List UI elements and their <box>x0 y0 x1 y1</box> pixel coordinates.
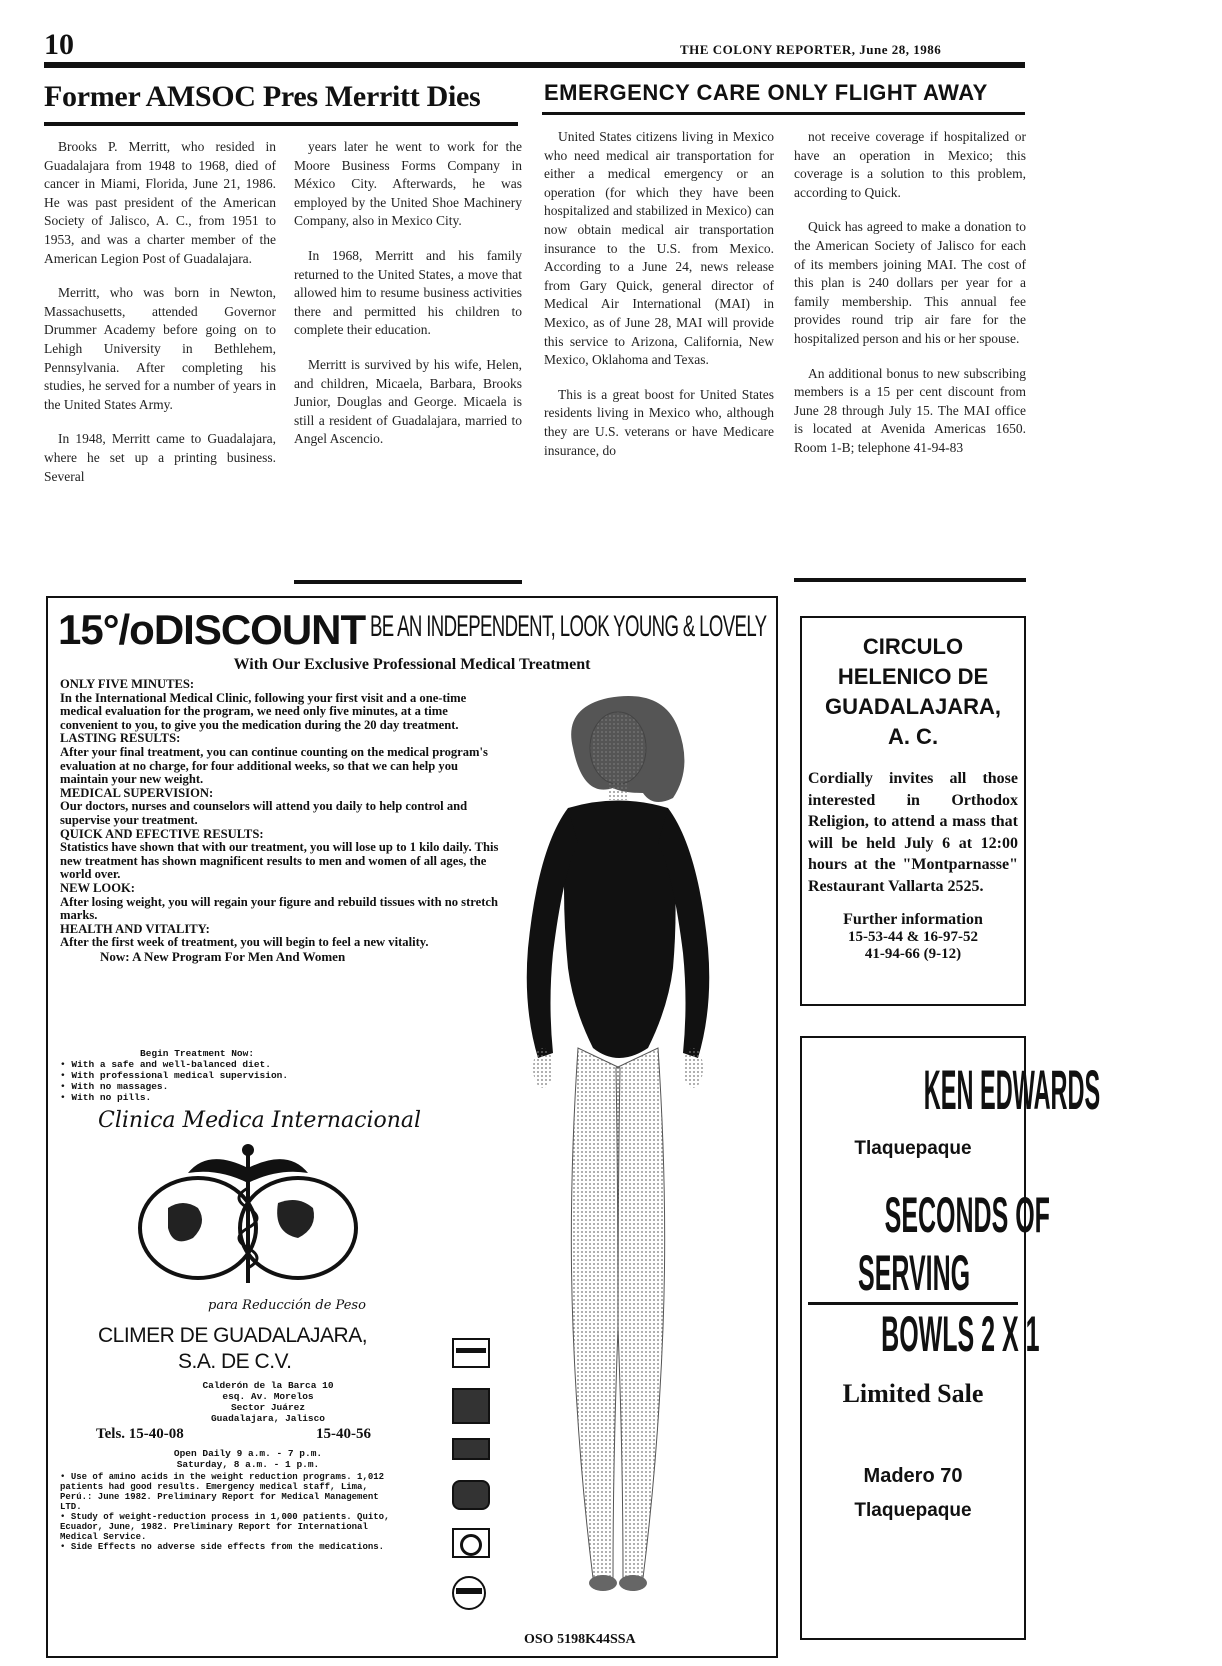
section-text: After losing weight, you will regain your figure and rebuild tissues with no stretch marks. <box>60 894 499 923</box>
footnote-text: Use of amino acids in the weight reduction programs. 1,012 patients had good results. Emergency medical staff, Lima, Perú.: June 1982. Preliminary Report for Medical Management LTD. <box>60 1472 385 1512</box>
hours-line: Open Daily 9 a.m. - 7 p.m. <box>173 1448 323 1459</box>
section-text: Statistics have shown that with our treatment, you will lose up to 1 kilo daily. This new treatment has shown magnificent results to men and women of all ages, the world over. <box>60 840 499 882</box>
section-heading: MEDICAL SUPERVISION: <box>60 785 214 800</box>
clinic-logo <box>138 1138 358 1288</box>
end-rule-right <box>794 578 1026 582</box>
bowls-line <box>802 1305 1040 1363</box>
discount-subtitle: With Our Exclusive Professional Medical Treatment <box>233 656 591 673</box>
phone-row <box>96 1426 396 1443</box>
section-heading: HEALTH AND VITALITY: <box>60 921 210 936</box>
footnote-text: Side Effects no adverse side effects from the medications. <box>70 1542 385 1552</box>
tagline-script: para Reducción de Peso <box>208 1298 366 1313</box>
company-address <box>198 1380 338 1424</box>
phone-2: 15-40-56 <box>316 1426 371 1442</box>
headline-emergency: EMERGENCY CARE ONLY FLIGHT AWAY <box>544 80 988 105</box>
article-emergency-col1 <box>544 128 774 476</box>
paragraph: This is a great boost for United States residents living in Mexico who, although they are U.S. veterans or have Medicare insurance, do <box>544 386 774 458</box>
ken-name-text: KEN EDWARDS <box>923 1058 1101 1121</box>
running-head: THE COLONY REPORTER, June 28, 1986 <box>680 42 942 57</box>
headline-rule-right <box>542 112 1025 115</box>
serving-text: SERVING <box>858 1245 971 1301</box>
circulo-phone: 41-94-66 (9-12) <box>864 946 962 962</box>
footnote-text: Study of weight-reduction process in 1,000 patients. Quito, Ecuador, June, 1982. Preliminary Report for International Medical Service. <box>60 1512 390 1542</box>
company-name-2: S.A. DE C.V. <box>178 1350 292 1373</box>
title-line: GUADALAJARA, <box>825 694 1001 719</box>
begin-treatment <box>60 1048 360 1103</box>
bullet-text: With no massages. <box>71 1081 169 1092</box>
paragraph: In 1948, Merritt came to Guadalajara, where he set up a printing business. Several <box>44 431 276 484</box>
section-heading: NEW LOOK: <box>60 880 135 895</box>
seconds-line <box>802 1186 1050 1244</box>
bullet-item: • With professional medical supervision. <box>60 1070 289 1081</box>
section-text: After your final treatment, you can continue counting on the medical program's evaluation at no charge, for four additional weeks, so that we can help you maintain your new weight. <box>60 744 488 787</box>
discount-body <box>60 678 500 963</box>
circulo-phone: 15-53-44 & 16-97-52 <box>848 929 978 945</box>
headline-merritt: Former AMSOC Pres Merritt Dies <box>44 80 481 113</box>
address-line: Calderón de la Barca 10 <box>202 1380 334 1391</box>
program-line: Now: A New Program For Men And Women <box>100 948 346 964</box>
ken-address: Madero 70 <box>863 1465 963 1487</box>
discount-ad <box>46 596 778 1658</box>
address-line: Sector Juárez <box>230 1402 306 1413</box>
paragraph: An additional bonus to new subscribing members is a 15 per cent discount from June 28 through July 15. The MAI office is located at Avenida Americas 1650. Room 1-B; telephone 41-94-83 <box>794 365 1026 455</box>
tels-label: Tels. <box>96 1426 126 1442</box>
footnote: • Study of weight-reduction process in 1,000 patients. Quito, Ecuador, June, 1982. Preliminary Report for International Medical Service. <box>60 1512 390 1542</box>
paragraph: Merritt, who was born in Newton, Massachusetts, attended Governor Drummer Academy before going on to Lehigh University in Bethlehem, Pennsylvania. After completing his studies, he served for a number of years in the United States Army. <box>44 285 276 412</box>
paragraph: Brooks P. Merritt, who resided in Guadalajara from 1948 to 1968, died of cancer in Miami, Florida, June 21, 1986. He was past president of the American Society of Jalisco, A. C., from 1951 to 1953, and was a charter member of the American Legion Post of Guadalajara. <box>44 139 276 266</box>
phone-1: 15-40-08 <box>128 1426 184 1442</box>
article-merritt-col2 <box>294 138 522 465</box>
section-heading: QUICK AND EFECTIVE RESULTS: <box>60 826 264 841</box>
bullet-text: With a safe and well-balanced diet. <box>71 1059 271 1070</box>
section-heading: ONLY FIVE MINUTES: <box>60 677 195 691</box>
discount-title: 15°/oDISCOUNT <box>58 606 366 653</box>
article-merritt-col1 <box>44 138 276 502</box>
section-text: Our doctors, nurses and counselors will attend you daily to help control and supervise your treatment. <box>60 799 468 827</box>
section-text: In the International Medical Clinic, following your first visit and a one-time medical evaluation for the program, we need only five minutes, at a time convenient to you, to give you the medication during the 20 day treatment. <box>60 690 467 732</box>
title-line: A. C. <box>887 724 939 749</box>
woman-photo <box>468 658 768 1648</box>
bullet-text: With professional medical supervision. <box>71 1070 289 1081</box>
bowls-text: BOWLS 2 X 1 <box>881 1306 1040 1362</box>
paragraph: Merritt is survived by his wife, Helen, and children, Micaela, Barbara, Brooks Junior, Douglas and George. Micaela is still a resident of Guadalajara, married to Angel Ascencio. <box>294 356 522 447</box>
ken-name <box>802 1058 1101 1121</box>
circulo-body: Cordially invites all those interested in Orthodox Religion, to attend a mass that will be held July 6 at 12:00 hours at the "Montparnasse" Restaurant Vallarta 2525. <box>808 770 1018 895</box>
ad-code: OSO 5198K44SSA <box>524 1632 636 1647</box>
circulo-further: Further information <box>843 911 983 928</box>
address-line: Guadalajara, Jalisco <box>210 1413 326 1424</box>
paragraph: not receive coverage if hospitalized or have an operation in Mexico; this coverage is a solution to this problem, according to Quick. <box>794 129 1026 200</box>
ken-city: Tlaquepaque <box>854 1500 972 1521</box>
begin-line: Begin Treatment Now: <box>140 1048 255 1059</box>
section-text: After the first week of treatment, you will begin to feel a new vitality. <box>60 935 429 950</box>
limited-sale: Limited Sale <box>842 1379 984 1408</box>
headline-rule-left <box>44 122 518 126</box>
paragraph: United States citizens living in Mexico who need medical air transportation for either a medical emergency or an operation (for which they have been hospitalized and stabilized in Mexico) can now obtain medical air transportation insurance to the U.S. from Mexico. According to a June 24, news release from Gary Quick, general director of Medical Air International (MAI) in Mexico, as of June 28, MAI will provide this service to Arizona, California, New Mexico, Oklahoma and Texas. <box>544 129 774 368</box>
ken-edwards-ad <box>800 1036 1101 1640</box>
article-emergency-col2 <box>794 128 1026 474</box>
address-line: esq. Av. Morelos <box>222 1391 314 1402</box>
discount-slogan: BE AN INDEPENDENT, LOOK YOUNG & LOVELY <box>370 610 767 643</box>
top-rule <box>44 62 1025 68</box>
section-heading: LASTING RESULTS: <box>60 731 181 746</box>
circulo-title <box>802 632 1024 752</box>
circulo-ad <box>800 616 1026 1006</box>
end-rule-left <box>294 580 522 584</box>
bullet-item: • With no massages. <box>60 1081 169 1092</box>
footnote: • Use of amino acids in the weight reduction programs. 1,012 patients had good results. Emergency medical staff, Lima, Perú.: June 1982. Preliminary Report for Medical Management LTD. <box>60 1472 385 1512</box>
clinic-script: Clinica Medica Internacional <box>98 1108 422 1133</box>
bullet-item: • With a safe and well-balanced diet. <box>60 1059 271 1070</box>
footnotes <box>60 1472 400 1552</box>
title-line: HELENICO DE <box>837 664 989 689</box>
opening-hours <box>148 1448 348 1470</box>
company-name: CLIMER DE GUADALAJARA, <box>98 1324 368 1347</box>
page-number: 10 <box>44 28 74 61</box>
paragraph: years later he went to work for the Moore Business Forms Company in México City. Afterwards, he was employed by the United Shoe Machinery Company, also in Mexico City. <box>294 139 522 229</box>
bullet-item: • With no pills. <box>60 1092 152 1103</box>
footnote: • Side Effects no adverse side effects from the medications. <box>60 1542 385 1552</box>
paragraph: Quick has agreed to make a donation to the American Society of Jalisco for each of its members joining MAI. The cost of this plan is 240 dollars per year for a family membership. This annual fee provides round trip air fare for the hospitalized person and his or her spouse. <box>794 219 1026 346</box>
title-line: CIRCULO <box>862 634 964 659</box>
hours-line: Saturday, 8 a.m. - 1 p.m. <box>176 1459 320 1470</box>
paragraph: In 1968, Merritt and his family returned to the United States, a move that allowed him to resume business activities there and permitted his children to complete their education. <box>294 247 522 338</box>
serving-line <box>802 1244 1024 1302</box>
ken-place: Tlaquepaque <box>854 1138 972 1159</box>
seconds-text: SECONDS OF <box>884 1187 1050 1243</box>
bullet-text: With no pills. <box>71 1092 152 1103</box>
